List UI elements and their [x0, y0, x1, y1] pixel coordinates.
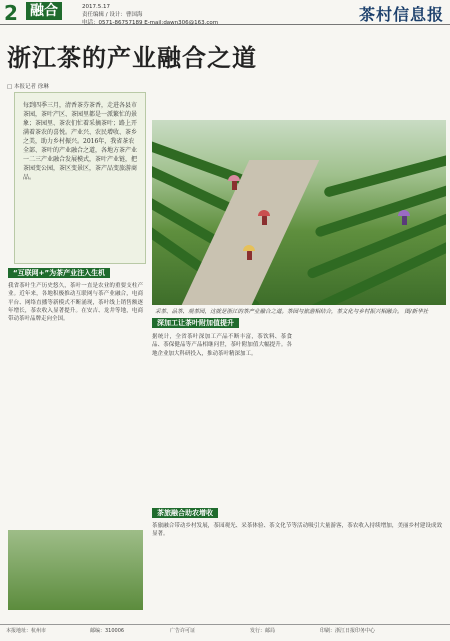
footer-distribution: 发行：邮局: [250, 628, 276, 634]
issue-date: 2017.5.17: [82, 4, 110, 10]
lead-box: [14, 92, 146, 264]
column-1: 我省茶叶生产历史悠久，茶叶一直是农业的重要支柱产业。近年来，各地积极推动互联网与茶产业融合，电商平台、网络直播等新模式不断涌现，茶叶线上销售额逐年增长，茶农收入显著提升。在安吉、龙井等地，电商带动茶叶品牌走向全国。: [8, 283, 143, 323]
subhead-tea-tourism: 茶旅融合助农增收: [152, 508, 218, 518]
byline: □ 本报记者 徐琳: [7, 84, 49, 90]
footer-address: 本报地址：杭州市: [6, 628, 47, 634]
footer-ad-license: 广告许可证: [170, 628, 196, 634]
tea-field-photo: [8, 530, 143, 610]
column-2: 据统计，全省茶叶深加工产品不断丰富，茶饮料、茶食品、茶保健品等产品相继问世，茶叶附加值大幅提升。各地企业加大科研投入，推动茶叶精深加工。: [152, 334, 292, 357]
footer: [0, 624, 450, 641]
section-label: 融合: [26, 2, 62, 20]
contact: 电话：0571-86757189 E-mail:dawn306@163.com: [82, 20, 219, 26]
subhead-deep-processing: 深加工让茶叶附加值提升: [152, 318, 239, 328]
lead-text: 每到四季三月，清香茶芬茶香，走进各县市茶园，茶叶产区、茶园里都是一派繁忙的景象；茶园里、茶农们忙着采摘茶叶；路上开满着茶农的喜悦。产业兴、农民增收、茶乡之美，助力乡村振兴。2016年，我省茶农全部、茶叶的产业融合之道，各地方茶产业一二三产业融合发展模式，茶叶产业链，把茶园变公园，茶区变景区，茶产品变旅游商品。: [23, 102, 138, 181]
subhead-internet: “互联网+”为茶产业注入生机: [8, 268, 110, 278]
article-title: 浙江茶的产业融合之道: [7, 44, 257, 72]
footer-printing: 印刷：浙江日报印务中心: [320, 628, 376, 634]
masthead: 茶村信息报: [358, 5, 444, 24]
header-meta: [82, 3, 218, 27]
photo-caption: 采茶、品茶、观茶园，这就是浙江的茶产业融合之道。茶园与旅游相结合，茶文化与乡村振兴相融合。 图/新华社: [155, 309, 429, 315]
newspaper-header: [0, 0, 450, 25]
editors: 责任编辑 / 设计：曹国海: [82, 12, 143, 18]
column-3: 茶旅融合带动乡村发展，茶园观光、采茶体验、茶文化节等活动吸引大量游客，茶农收入持续增加，美丽乡村建设成效显著。: [152, 523, 442, 538]
tea-plantation-photo: [152, 120, 446, 305]
page-number: 2: [4, 1, 18, 25]
footer-postcode: 邮编：310006: [90, 628, 125, 634]
